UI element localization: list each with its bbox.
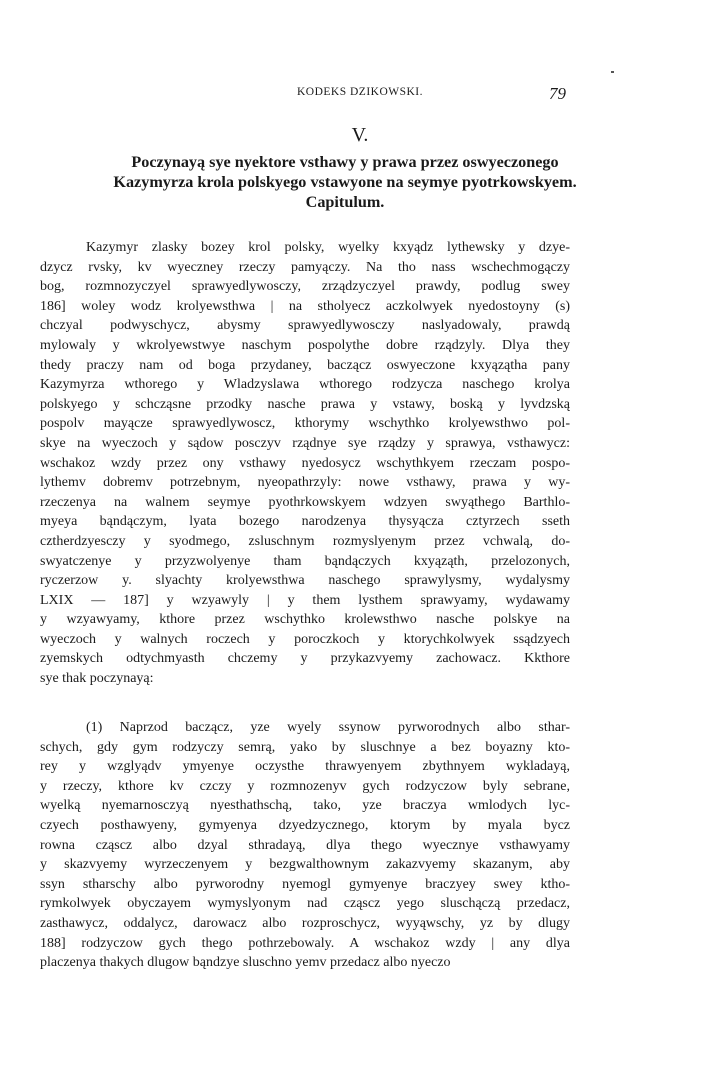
text-line: y wzyawyamy, kthore przez wschythko krolewsthwo nasche polskye na	[40, 612, 570, 628]
text-line: ryczerzow y. slyachty krolyewsthwa naschego sprawylysmy, wydalysmy	[40, 573, 570, 589]
text-line: czyech posthawyeny, gymyenya dzyedzycznego, ktorym by myala bycz	[40, 817, 570, 833]
text-line: y skazvyemy wyrzeczenyem y bezgwalthownym zakazvyemy skazanym, aby	[40, 857, 570, 873]
page-header	[0, 84, 720, 106]
text-line: cztherdzyesczy y syodmego, zsluschnym rozmyslyenym przez vchwalą, do-	[40, 533, 570, 549]
text-line: skye na wyeczoch y sądow posczyv rządnye sye rządzy y sprawya, vsthawycz:	[40, 435, 570, 451]
text-line: Kazymyr zlasky bozey krol polsky, wyelky kxyądz lythewsky y dzye-	[86, 240, 570, 255]
text-line: bog, rozmnozyczyel sprawyedlywosczy, zrządzyczyel prawdy, podlug swey	[40, 279, 570, 295]
text-line: 186] woley wodz krolyewsthwa | na stholyecz aczkolwyek nyedostoyny (s)	[40, 298, 570, 314]
text-line: swyatczenye y przyzwolyenye tham bąndączych kxyąząth, przelozonych,	[40, 553, 570, 569]
text-line: zyemskych odtychmyasth chczemy y przykazvyemy zachowacz. Kkthore	[40, 651, 570, 667]
text-line: rymkolwyek obyczayem wymyslyonym nad cząscz yego sluschączą przedacz,	[40, 896, 570, 912]
section-number: V.	[351, 124, 369, 146]
text-line: dzycz rvsky, kv wyeczney rzeczy pamyączy. Na tho nass wschechmogączy	[40, 259, 570, 275]
chapter-title	[40, 152, 650, 212]
text-line: sye thak poczynayą:	[40, 671, 154, 687]
page-number: 79	[549, 84, 566, 103]
text-line: polskyego y schcząsne przodky nasche prawa y vstawy, boską y lyvdzską	[40, 396, 570, 412]
text-line: thedy praczy nam od boga przydaney, baczącz oswyeczone kxyązątha pany	[40, 357, 570, 373]
text-line: pospolv mayącze sprawyedlywoscz, kthorymy wschythko krolyewsthwo pol-	[40, 416, 570, 432]
text-line: ssyn stharschy albo pyrworodny nyemogl gymyenye braczyey swey ktho-	[40, 876, 570, 892]
text-line: rzeczenya na walnem seymye pyothrkowskyem wdzyen swyąthego Barthlo-	[40, 494, 570, 510]
text-line: LXIX — 187] y wzyawyly | y them lysthem sprawyamy, wydawamy	[40, 592, 570, 608]
speck-mark	[611, 71, 614, 73]
text-line: wschakoz wzdy przez ony vsthawy nyedosycz wschythkyem rzeczam pospo-	[40, 455, 570, 471]
text-line: Kazymyrza wthorego y Wladzyslawa wthorego rodzycza naschego krolya	[40, 377, 570, 393]
text-line: placzenya thakych dlugow bąndzye sluschno yemv przedacz albo nyeczo	[40, 955, 451, 971]
text-line: mylowaly y wkrolyewstwye naschym pospolythe dobre rządzyly. Dlya they	[40, 337, 570, 353]
paragraph-2	[40, 718, 570, 973]
text-line: zasthawycz, oddalycz, darowacz albo rozproschycz, wyyąwschy, yz by dlugy	[40, 915, 570, 931]
paragraph-1	[40, 238, 570, 689]
text-line: rowna cząscz albo dzyal sthradayą, dlya thego wyecznye vsthawyamy	[40, 837, 570, 853]
text-line: lythemv dobremv potrzebnym, nyeopathrzyly: nowe vsthawy, prawa y wy-	[40, 475, 570, 491]
running-head: KODEKS DZIKOWSKI.	[296, 86, 424, 98]
text-line: wyelką nyemarnosczyą nyesthathschą, tako, yze braczya wmlodych lyc-	[40, 798, 570, 814]
text-line: myeya bąndączym, lyata bozego narodzenya thysyącza cztyrzech sseth	[40, 514, 570, 530]
text-line: y rzeczy, kthore kv czczy y rozmnozenyv gych rodzyczow byly sebrane,	[40, 778, 570, 794]
text-line: schych, gdy gym rodzyczy semrą, yako by sluschnye a bez boyazny kto-	[40, 739, 570, 755]
text-line: 188] rodzyczow gych thego pothrzebowaly. A wschakoz wzdy | any dlya	[40, 935, 570, 951]
title-line: Kazymyrza krola polskyego vstawyone na seymye pyotrkowskyem.	[113, 173, 577, 191]
title-line: Poczynayą sye nyektore vsthawy y prawa przez oswyeczonego	[131, 153, 559, 171]
text-line: rey y wzglyądv ymyenye oczysthe thrawyenyem zbythnyem wykladayą,	[40, 759, 570, 775]
text-line: chczyal podwyschycz, abysmy sprawyedlywosczy naslyadowaly, prawdą	[40, 318, 570, 334]
title-line: Capitulum.	[305, 193, 385, 211]
text-line: wyeczoch y walnych roczech y poroczkoch y ktorychkolwyek ssądzyech	[40, 631, 570, 647]
text-line: (1) Naprzod baczącz, yze wyely ssynow pyrworodnych albo sthar-	[86, 720, 570, 735]
